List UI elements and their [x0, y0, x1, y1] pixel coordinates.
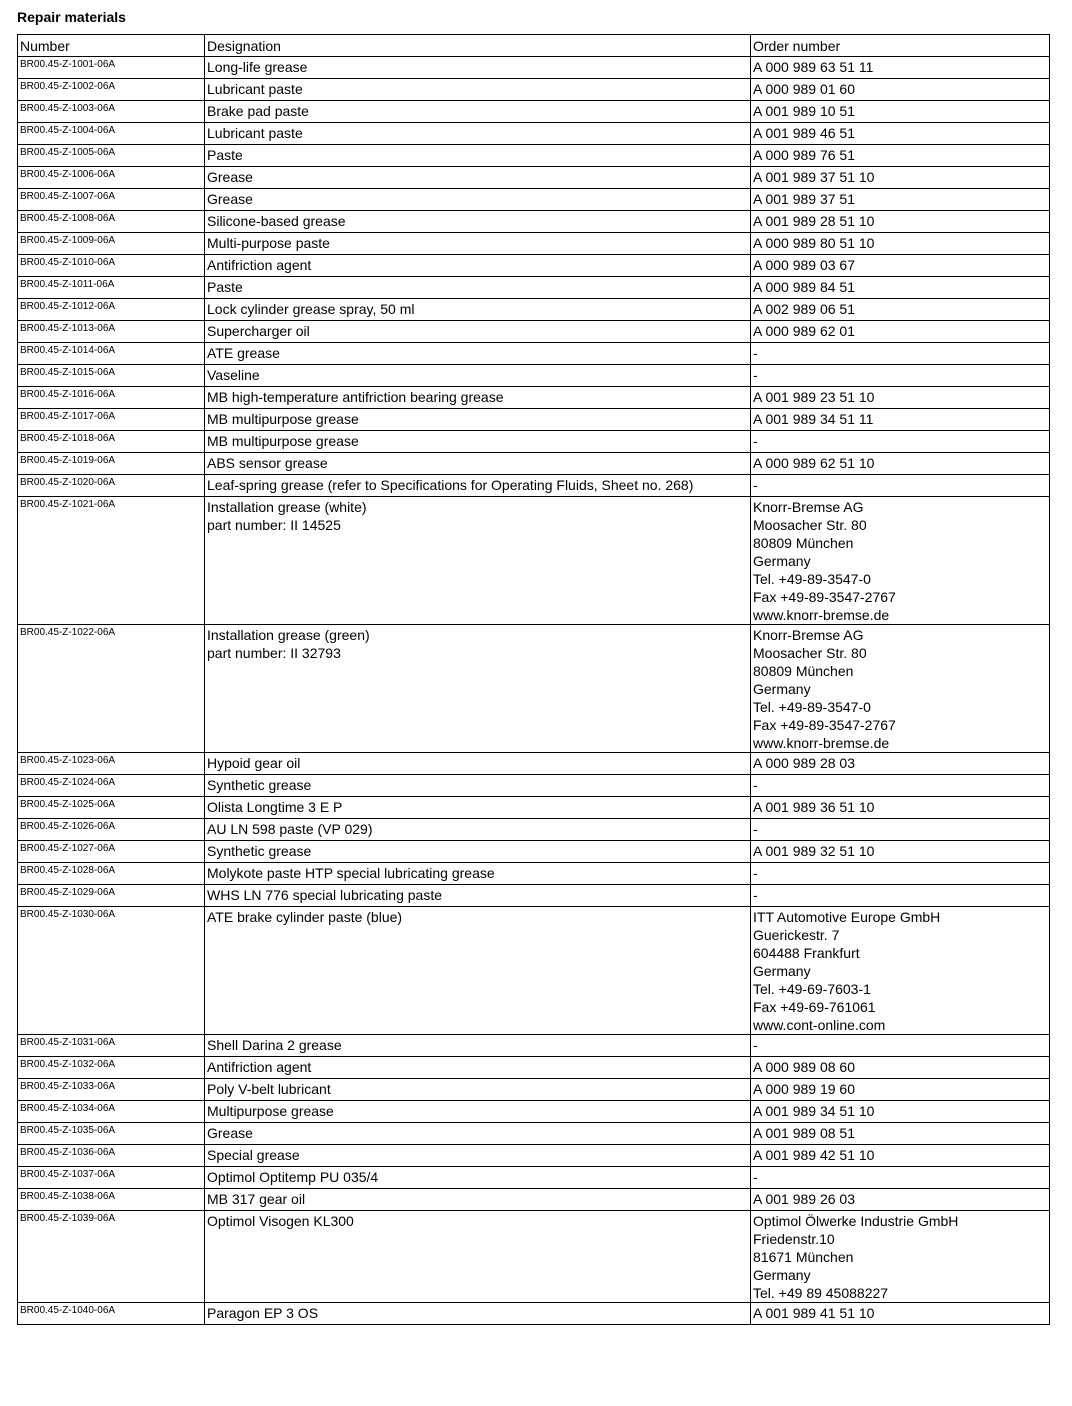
cell-order-number: A 000 989 84 51	[751, 277, 1050, 299]
table-row	[18, 365, 1050, 387]
repair-materials-table	[17, 34, 1050, 1325]
table-row	[18, 277, 1050, 299]
page-title: Repair materials	[17, 9, 126, 25]
cell-order-number: -	[751, 431, 1050, 453]
table-row	[18, 57, 1050, 79]
cell-number: BR00.45-Z-1009-06A	[18, 233, 205, 255]
cell-number: BR00.45-Z-1018-06A	[18, 431, 205, 453]
table-row	[18, 453, 1050, 475]
cell-order-number: A 001 989 42 51 10	[751, 1145, 1050, 1167]
table-row	[18, 299, 1050, 321]
cell-number: BR00.45-Z-1035-06A	[18, 1123, 205, 1145]
cell-order-number: -	[751, 475, 1050, 497]
cell-designation: Leaf-spring grease (refer to Specifications for Operating Fluids, Sheet no. 268)	[205, 475, 751, 497]
table-row	[18, 819, 1050, 841]
cell-number: BR00.45-Z-1012-06A	[18, 299, 205, 321]
table-row	[18, 1145, 1050, 1167]
table-row	[18, 1211, 1050, 1303]
table-row	[18, 255, 1050, 277]
table-row	[18, 1035, 1050, 1057]
cell-number: BR00.45-Z-1003-06A	[18, 101, 205, 123]
table-row	[18, 775, 1050, 797]
cell-number: BR00.45-Z-1037-06A	[18, 1167, 205, 1189]
cell-order-number: A 000 989 62 51 10	[751, 453, 1050, 475]
table-row	[18, 189, 1050, 211]
column-header-order-number: Order number	[751, 35, 1050, 57]
cell-order-number: A 001 989 41 51 10	[751, 1303, 1050, 1325]
cell-order-number: A 000 989 28 03	[751, 753, 1050, 775]
cell-designation: ABS sensor grease	[205, 453, 751, 475]
cell-designation: Silicone-based grease	[205, 211, 751, 233]
cell-designation: Hypoid gear oil	[205, 753, 751, 775]
cell-designation: Installation grease (green) part number: II 32793	[205, 625, 751, 753]
cell-number: BR00.45-Z-1019-06A	[18, 453, 205, 475]
cell-number: BR00.45-Z-1040-06A	[18, 1303, 205, 1325]
table-row	[18, 1189, 1050, 1211]
table-row	[18, 497, 1050, 625]
cell-order-number: Knorr-Bremse AG Moosacher Str. 80 80809 München Germany Tel. +49-89-3547-0 Fax +49-89-3547-2767 www.knorr-bremse.de	[751, 625, 1050, 753]
cell-order-number: ITT Automotive Europe GmbH Guerickestr. 7 604488 Frankfurt Germany Tel. +49-69-7603-1 Fax +49-69-761061 www.cont-online.com	[751, 907, 1050, 1035]
table-row	[18, 1101, 1050, 1123]
cell-designation: Long-life grease	[205, 57, 751, 79]
table-header-row	[18, 35, 1050, 57]
cell-designation: MB multipurpose grease	[205, 431, 751, 453]
cell-number: BR00.45-Z-1031-06A	[18, 1035, 205, 1057]
cell-designation: Vaseline	[205, 365, 751, 387]
table-body	[18, 57, 1050, 1325]
cell-order-number: A 001 989 36 51 10	[751, 797, 1050, 819]
cell-number: BR00.45-Z-1029-06A	[18, 885, 205, 907]
cell-designation: Antifriction agent	[205, 1057, 751, 1079]
cell-designation: Antifriction agent	[205, 255, 751, 277]
cell-order-number: A 001 989 32 51 10	[751, 841, 1050, 863]
table-row	[18, 79, 1050, 101]
cell-number: BR00.45-Z-1038-06A	[18, 1189, 205, 1211]
cell-designation: Optimol Optitemp PU 035/4	[205, 1167, 751, 1189]
cell-designation: Lubricant paste	[205, 123, 751, 145]
cell-number: BR00.45-Z-1027-06A	[18, 841, 205, 863]
cell-number: BR00.45-Z-1020-06A	[18, 475, 205, 497]
cell-number: BR00.45-Z-1011-06A	[18, 277, 205, 299]
column-header-designation: Designation	[205, 35, 751, 57]
table-row	[18, 1123, 1050, 1145]
cell-order-number: -	[751, 1167, 1050, 1189]
cell-order-number: A 000 989 80 51 10	[751, 233, 1050, 255]
cell-designation: Synthetic grease	[205, 775, 751, 797]
cell-designation: Lock cylinder grease spray, 50 ml	[205, 299, 751, 321]
cell-number: BR00.45-Z-1039-06A	[18, 1211, 205, 1303]
cell-number: BR00.45-Z-1023-06A	[18, 753, 205, 775]
cell-designation: ATE grease	[205, 343, 751, 365]
cell-number: BR00.45-Z-1026-06A	[18, 819, 205, 841]
table-row	[18, 1079, 1050, 1101]
cell-designation: Special grease	[205, 1145, 751, 1167]
cell-designation: Multi-purpose paste	[205, 233, 751, 255]
cell-designation: MB 317 gear oil	[205, 1189, 751, 1211]
table-row	[18, 1167, 1050, 1189]
cell-designation: Paste	[205, 277, 751, 299]
cell-number: BR00.45-Z-1028-06A	[18, 863, 205, 885]
cell-number: BR00.45-Z-1024-06A	[18, 775, 205, 797]
cell-designation: Optimol Visogen KL300	[205, 1211, 751, 1303]
table-row	[18, 841, 1050, 863]
cell-designation: Brake pad paste	[205, 101, 751, 123]
cell-order-number: A 000 989 03 67	[751, 255, 1050, 277]
cell-number: BR00.45-Z-1001-06A	[18, 57, 205, 79]
cell-order-number: A 001 989 46 51	[751, 123, 1050, 145]
table-row	[18, 145, 1050, 167]
cell-designation: Multipurpose grease	[205, 1101, 751, 1123]
cell-designation: WHS LN 776 special lubricating paste	[205, 885, 751, 907]
cell-order-number: -	[751, 863, 1050, 885]
cell-order-number: A 002 989 06 51	[751, 299, 1050, 321]
cell-designation: Synthetic grease	[205, 841, 751, 863]
column-header-number: Number	[18, 35, 205, 57]
cell-order-number: A 000 989 76 51	[751, 145, 1050, 167]
cell-number: BR00.45-Z-1006-06A	[18, 167, 205, 189]
cell-designation: ATE brake cylinder paste (blue)	[205, 907, 751, 1035]
table-row	[18, 211, 1050, 233]
cell-order-number: A 000 989 08 60	[751, 1057, 1050, 1079]
cell-number: BR00.45-Z-1005-06A	[18, 145, 205, 167]
cell-number: BR00.45-Z-1008-06A	[18, 211, 205, 233]
cell-order-number: A 000 989 19 60	[751, 1079, 1050, 1101]
cell-number: BR00.45-Z-1022-06A	[18, 625, 205, 753]
table-row	[18, 885, 1050, 907]
cell-order-number: A 001 989 37 51	[751, 189, 1050, 211]
table-row	[18, 863, 1050, 885]
cell-designation: Grease	[205, 167, 751, 189]
cell-number: BR00.45-Z-1015-06A	[18, 365, 205, 387]
table-row	[18, 409, 1050, 431]
cell-order-number: A 001 989 37 51 10	[751, 167, 1050, 189]
table-row	[18, 167, 1050, 189]
cell-designation: Grease	[205, 1123, 751, 1145]
table-row	[18, 753, 1050, 775]
cell-order-number: A 001 989 08 51	[751, 1123, 1050, 1145]
cell-designation: Lubricant paste	[205, 79, 751, 101]
table-row	[18, 1057, 1050, 1079]
table-row	[18, 321, 1050, 343]
cell-number: BR00.45-Z-1004-06A	[18, 123, 205, 145]
cell-number: BR00.45-Z-1036-06A	[18, 1145, 205, 1167]
cell-number: BR00.45-Z-1002-06A	[18, 79, 205, 101]
cell-number: BR00.45-Z-1032-06A	[18, 1057, 205, 1079]
cell-designation: Supercharger oil	[205, 321, 751, 343]
cell-designation: Paragon EP 3 OS	[205, 1303, 751, 1325]
cell-order-number: A 001 989 28 51 10	[751, 211, 1050, 233]
table-row	[18, 475, 1050, 497]
cell-order-number: -	[751, 885, 1050, 907]
cell-order-number: A 000 989 62 01	[751, 321, 1050, 343]
cell-order-number: A 001 989 34 51 11	[751, 409, 1050, 431]
cell-order-number: -	[751, 819, 1050, 841]
cell-number: BR00.45-Z-1007-06A	[18, 189, 205, 211]
table-row	[18, 343, 1050, 365]
cell-designation: Poly V-belt lubricant	[205, 1079, 751, 1101]
table-row	[18, 625, 1050, 753]
cell-number: BR00.45-Z-1010-06A	[18, 255, 205, 277]
cell-designation: MB multipurpose grease	[205, 409, 751, 431]
cell-number: BR00.45-Z-1013-06A	[18, 321, 205, 343]
cell-number: BR00.45-Z-1034-06A	[18, 1101, 205, 1123]
table-row	[18, 797, 1050, 819]
table-row	[18, 233, 1050, 255]
cell-designation: Shell Darina 2 grease	[205, 1035, 751, 1057]
cell-number: BR00.45-Z-1016-06A	[18, 387, 205, 409]
cell-order-number: Optimol Ölwerke Industrie GmbH Friedenstr.10 81671 München Germany Tel. +49 89 45088227	[751, 1211, 1050, 1303]
cell-number: BR00.45-Z-1014-06A	[18, 343, 205, 365]
table-row	[18, 387, 1050, 409]
cell-order-number: A 001 989 34 51 10	[751, 1101, 1050, 1123]
table-row	[18, 101, 1050, 123]
cell-order-number: A 001 989 10 51	[751, 101, 1050, 123]
cell-order-number: Knorr-Bremse AG Moosacher Str. 80 80809 München Germany Tel. +49-89-3547-0 Fax +49-89-3547-2767 www.knorr-bremse.de	[751, 497, 1050, 625]
cell-number: BR00.45-Z-1033-06A	[18, 1079, 205, 1101]
cell-number: BR00.45-Z-1025-06A	[18, 797, 205, 819]
table-row	[18, 907, 1050, 1035]
cell-designation: Paste	[205, 145, 751, 167]
cell-order-number: -	[751, 343, 1050, 365]
table-row	[18, 431, 1050, 453]
cell-designation: MB high-temperature antifriction bearing grease	[205, 387, 751, 409]
cell-number: BR00.45-Z-1030-06A	[18, 907, 205, 1035]
cell-order-number: -	[751, 1035, 1050, 1057]
cell-number: BR00.45-Z-1021-06A	[18, 497, 205, 625]
cell-order-number: A 000 989 01 60	[751, 79, 1050, 101]
cell-order-number: A 001 989 23 51 10	[751, 387, 1050, 409]
cell-order-number: A 001 989 26 03	[751, 1189, 1050, 1211]
cell-designation: Grease	[205, 189, 751, 211]
cell-designation: Installation grease (white) part number: II 14525	[205, 497, 751, 625]
cell-order-number: -	[751, 365, 1050, 387]
cell-order-number: A 000 989 63 51 11	[751, 57, 1050, 79]
cell-order-number: -	[751, 775, 1050, 797]
cell-designation: Olista Longtime 3 E P	[205, 797, 751, 819]
table-row	[18, 123, 1050, 145]
cell-designation: Molykote paste HTP special lubricating grease	[205, 863, 751, 885]
table-row	[18, 1303, 1050, 1325]
cell-number: BR00.45-Z-1017-06A	[18, 409, 205, 431]
cell-designation: AU LN 598 paste (VP 029)	[205, 819, 751, 841]
